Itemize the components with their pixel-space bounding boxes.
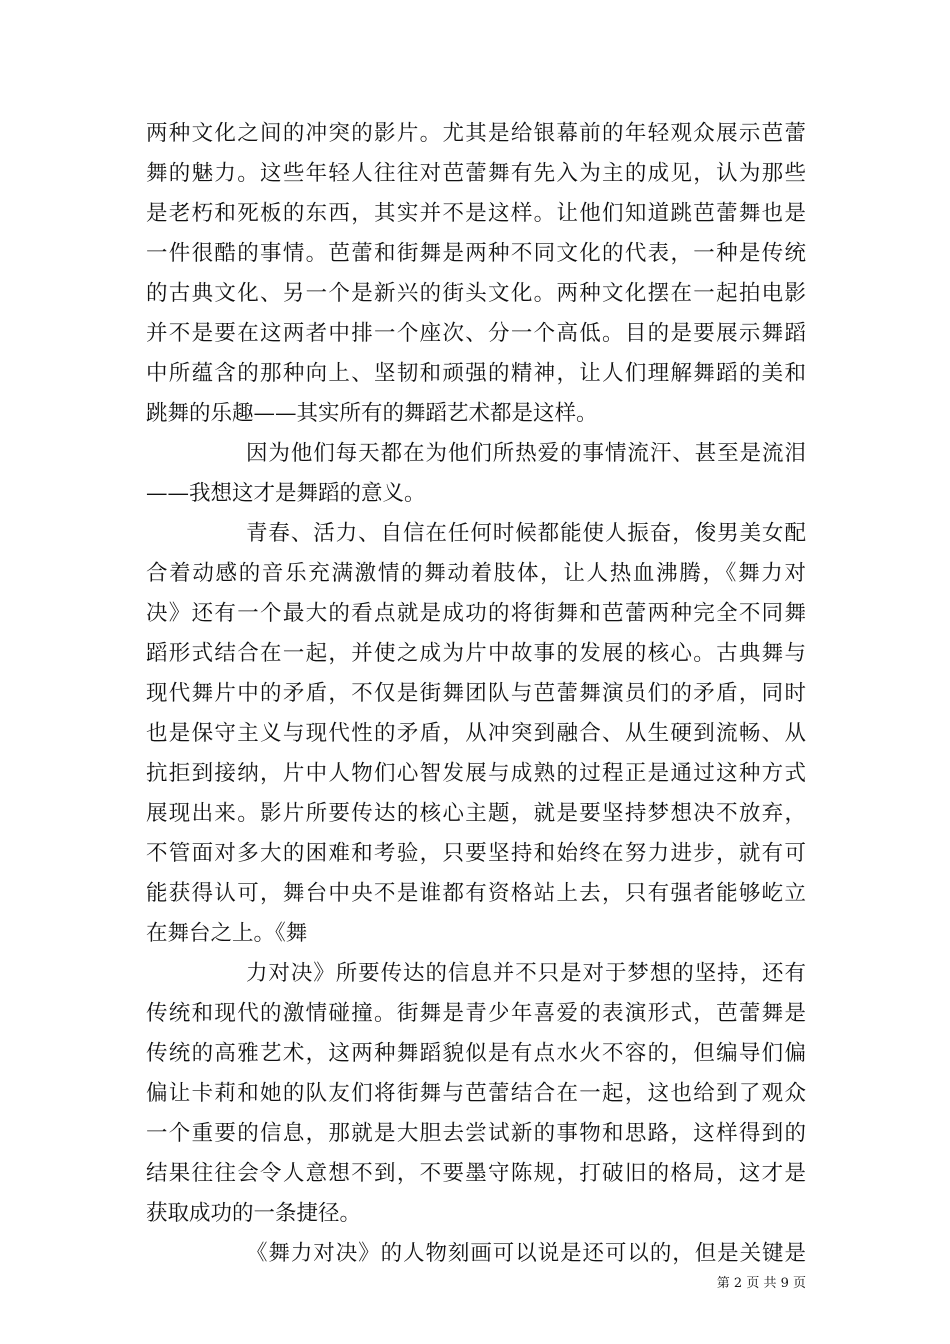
body-text-line: 现代舞片中的矛盾，不仅是街舞团队与芭蕾舞演员们的矛盾，同时 — [146, 681, 806, 706]
body-text-line: 决》还有一个最大的看点就是成功的将街舞和芭蕾两种完全不同舞 — [146, 601, 806, 626]
body-text-line: 不管面对多大的困难和考验，只要坚持和始终在努力进步，就有可 — [146, 841, 806, 866]
body-text-line: ——我想这才是舞蹈的意义。 — [146, 481, 426, 506]
body-text-line: 在舞台之上。《舞 — [146, 921, 308, 946]
body-text-line: 传统和现代的激情碰撞。街舞是青少年喜爱的表演形式，芭蕾舞是 — [146, 1001, 806, 1026]
paragraph-first-line: 因为他们每天都在为他们所热爱的事情流汗、甚至是流泪 — [246, 441, 806, 466]
body-text-line: 合着动感的音乐充满激情的舞动着肢体，让人热血沸腾，《舞力对 — [146, 561, 806, 586]
body-text-line: 并不是要在这两者中排一个座次、分一个高低。目的是要展示舞蹈 — [146, 321, 806, 346]
body-text-line: 抗拒到接纳，片中人物们心智发展与成熟的过程正是通过这种方式 — [146, 761, 806, 786]
body-text-line: 传统的高雅艺术，这两种舞蹈貌似是有点水火不容的，但编导们偏 — [146, 1041, 806, 1066]
body-text-line: 能获得认可，舞台中央不是谁都有资格站上去，只有强者能够屹立 — [146, 881, 806, 906]
body-text-line: 的古典文化、另一个是新兴的街头文化。两种文化摆在一起拍电影 — [146, 281, 806, 306]
body-text-line: 偏让卡莉和她的队友们将街舞与芭蕾结合在一起，这也给到了观众 — [146, 1081, 806, 1106]
body-text-line: 跳舞的乐趣——其实所有的舞蹈艺术都是这样。 — [146, 401, 598, 426]
page-number-footer: 第 2 页 共 9 页 — [716, 1276, 806, 1291]
body-text-line: 舞的魅力。这些年轻人往往对芭蕾舞有先入为主的成见，认为那些 — [146, 161, 806, 186]
body-text-line: 两种文化之间的冲突的影片。尤其是给银幕前的年轻观众展示芭蕾 — [146, 121, 806, 146]
paragraph-first-line: 力对决》所要传达的信息并不只是对于梦想的坚持，还有 — [246, 961, 806, 986]
body-text-line: 一件很酷的事情。芭蕾和街舞是两种不同文化的代表，一种是传统 — [146, 241, 806, 266]
body-text-line: 展现出来。影片所要传达的核心主题，就是要坚持梦想决不放弃， — [146, 801, 806, 826]
paragraph-first-line: 《舞力对决》的人物刻画可以说是还可以的，但是关键是 — [246, 1241, 806, 1266]
body-text-line: 也是保守主义与现代性的矛盾，从冲突到融合、从生硬到流畅、从 — [146, 721, 806, 746]
body-text-line: 获取成功的一条捷径。 — [146, 1201, 362, 1226]
body-text-line: 蹈形式结合在一起，并使之成为片中故事的发展的核心。古典舞与 — [146, 641, 806, 666]
body-text-line: 一个重要的信息，那就是大胆去尝试新的事物和思路，这样得到的 — [146, 1121, 806, 1146]
paragraph-first-line: 青春、活力、自信在任何时候都能使人振奋，俊男美女配 — [246, 521, 806, 546]
body-text-line: 结果往往会令人意想不到，不要墨守陈规，打破旧的格局，这才是 — [146, 1161, 806, 1186]
body-text-line: 中所蕴含的那种向上、坚韧和顽强的精神，让人们理解舞蹈的美和 — [146, 361, 806, 386]
body-text-line: 是老朽和死板的东西，其实并不是这样。让他们知道跳芭蕾舞也是 — [146, 201, 806, 226]
